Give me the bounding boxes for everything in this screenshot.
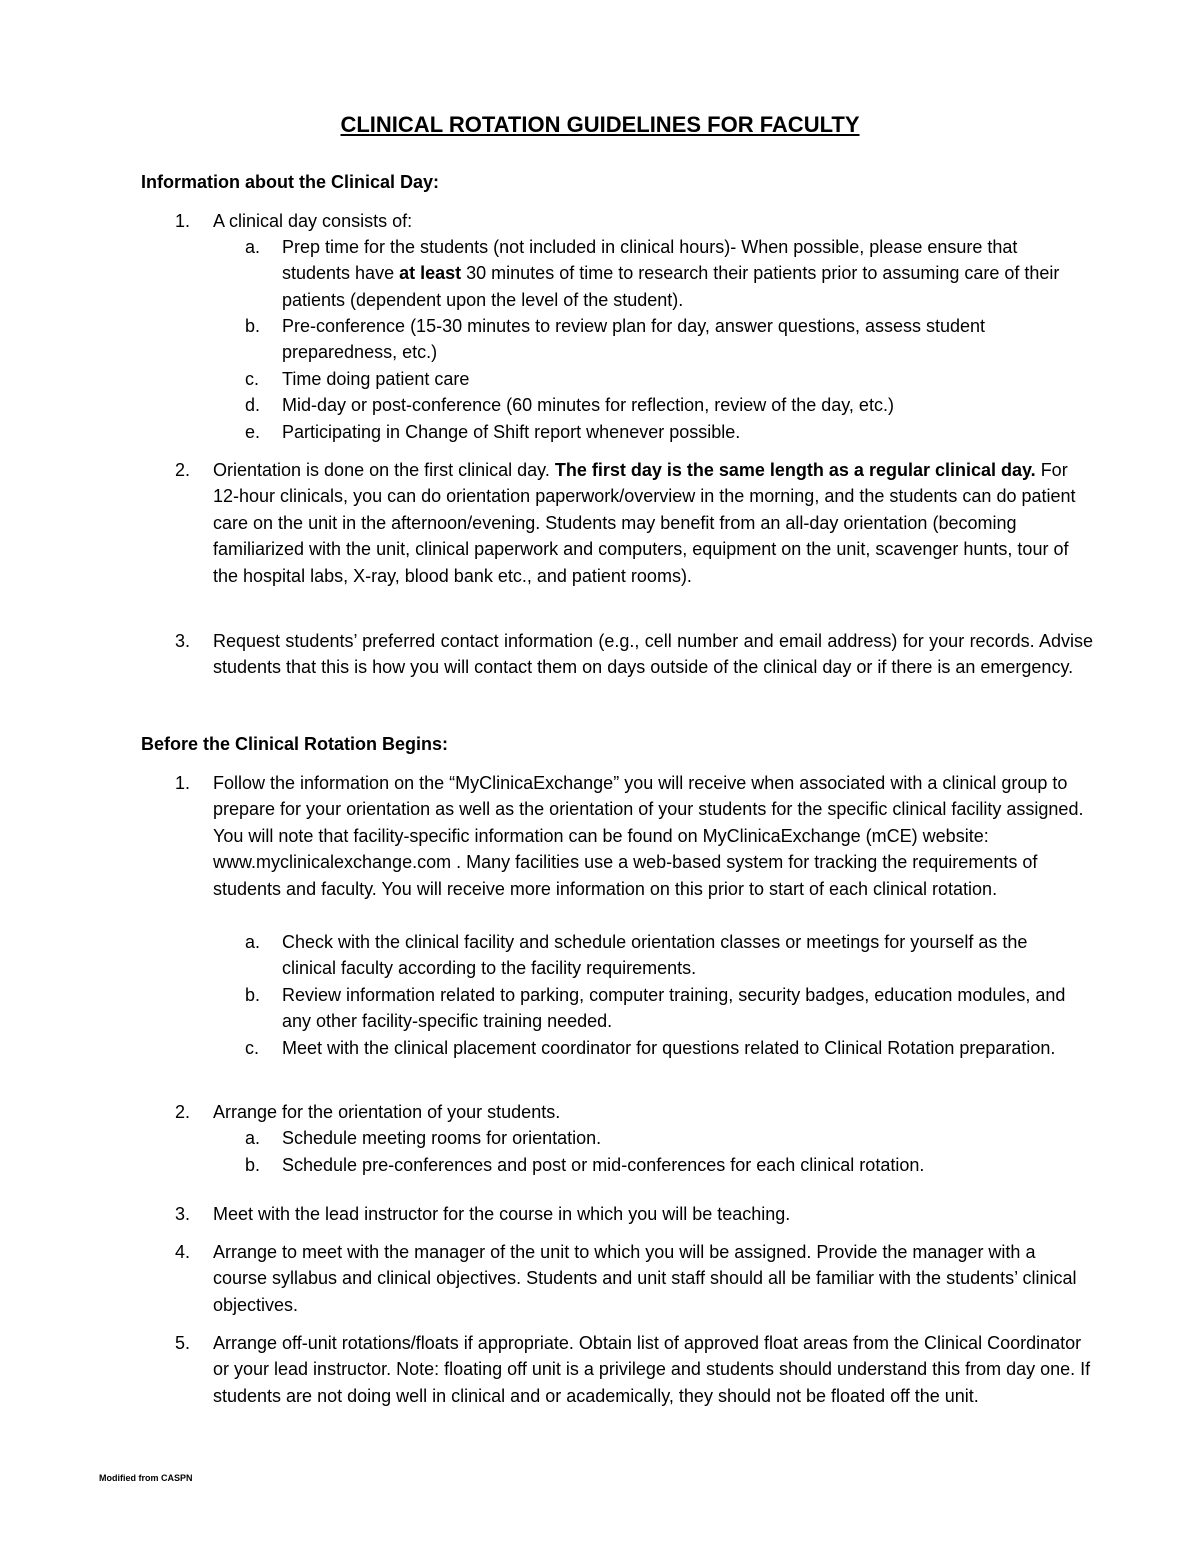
list-item-text: Request students’ preferred contact information (e.g., cell number and email address) for your records. Advise students that this is how you will contact them on days outside of the clinical day or if there is an emergency. xyxy=(213,631,1093,678)
sub-list-item xyxy=(245,313,1085,366)
sub-letter: c. xyxy=(245,369,260,389)
footer-note: Modified from CASPN xyxy=(99,1473,193,1483)
sub-item-text: Meet with the clinical placement coordinator for questions related to Clinical Rotation preparation. xyxy=(282,1038,1056,1058)
sub-letter: a. xyxy=(245,932,261,952)
sub-letter: a. xyxy=(245,237,261,257)
sub-letter: c. xyxy=(245,1038,260,1058)
sub-item-text: Review information related to parking, computer training, security badges, education modules, and any other facility-specific training needed. xyxy=(282,985,1066,1032)
sub-item-text: Time doing patient care xyxy=(282,369,470,389)
list-item-text: Arrange for the orientation of your students. xyxy=(213,1102,561,1122)
list-number: 2. xyxy=(175,1102,191,1122)
list-number: 3. xyxy=(175,631,191,651)
list-item-text: Follow the information on the “MyClinicaExchange” you will receive when associated with a clinical group to prepare for your orientation as well as the orientation of your students for the specific clinical facility assigned. You will note that facility-specific information can be found on MyClinicaExchange (mCE) website: www.myclinicalexchange.com . Many facilities use a web-based system for tracking the requirements of students and faculty. You will receive more information on this prior to start of each clinical rotation. xyxy=(213,773,1084,899)
list-item xyxy=(141,1201,1141,1227)
sub-list-item xyxy=(245,234,1085,313)
sub-item-text: Prep time for the students (not included in clinical hours)- When possible, please ensure that students have at least 30 minutes of time to research their patients prior to assuming care of their patients (dependent upon the level of the student). xyxy=(282,237,1060,310)
sub-item-text: Schedule pre-conferences and post or mid-conferences for each clinical rotation. xyxy=(282,1155,925,1175)
list-item xyxy=(141,1330,1141,1409)
sub-letter: b. xyxy=(245,1155,261,1175)
list-item-text: A clinical day consists of: xyxy=(213,211,413,231)
list-item-text: Arrange off-unit rotations/floats if appropriate. Obtain list of approved float areas from the Clinical Coordinator or your lead instructor. Note: floating off unit is a privilege and students should understand this from day one. If students are not doing well in clinical and or academically, they should not be floated off the unit. xyxy=(213,1333,1091,1406)
list-item xyxy=(141,628,1141,681)
sub-item-text: Participating in Change of Shift report whenever possible. xyxy=(282,422,741,442)
list-item xyxy=(141,1239,1141,1318)
sub-letter: a. xyxy=(245,1128,261,1148)
list-number: 1. xyxy=(175,773,191,793)
sub-list-item xyxy=(245,1125,1085,1151)
list-item xyxy=(141,457,1141,589)
sub-list-item xyxy=(245,982,1085,1035)
list-item-text: Orientation is done on the first clinical day. The first day is the same length as a regular clinical day. For 12-hour clinicals, you can do orientation paperwork/overview in the morning, and the students can do patient care on the unit in the afternoon/evening. Students may benefit from an all-day orientation (becoming familiarized with the unit, clinical paperwork and computers, equipment on the unit, scavenger hunts, tour of the hospital labs, X-ray, blood bank etc., and patient rooms). xyxy=(213,460,1076,586)
page-title: CLINICAL ROTATION GUIDELINES FOR FACULTY xyxy=(340,112,860,137)
sub-item-text: Check with the clinical facility and schedule orientation classes or meetings for yourself as the clinical faculty according to the facility requirements. xyxy=(282,932,1028,979)
section-heading-before-rotation: Before the Clinical Rotation Begins: xyxy=(141,734,449,754)
sub-letter: b. xyxy=(245,985,261,1005)
sub-letter: d. xyxy=(245,395,261,415)
list-number: 4. xyxy=(175,1242,191,1262)
sub-letter: b. xyxy=(245,316,261,336)
list-item-text: Arrange to meet with the manager of the unit to which you will be assigned. Provide the manager with a course syllabus and clinical objectives. Students and unit staff should all be familiar with the students’ clinical objectives. xyxy=(213,1242,1077,1315)
list-item xyxy=(141,770,1141,902)
list-number: 5. xyxy=(175,1333,191,1353)
sub-letter: e. xyxy=(245,422,261,442)
sub-item-text: Schedule meeting rooms for orientation. xyxy=(282,1128,602,1148)
sub-list-item xyxy=(245,419,1085,445)
section-heading-clinical-day: Information about the Clinical Day: xyxy=(141,172,440,192)
list-number: 3. xyxy=(175,1204,191,1224)
sub-item-text: Pre-conference (15-30 minutes to review plan for day, answer questions, assess student preparedness, etc.) xyxy=(282,316,986,363)
sub-list-item xyxy=(245,366,1085,392)
sub-list-item xyxy=(245,929,1085,982)
list-item xyxy=(141,1099,1141,1125)
sub-list-item xyxy=(245,1152,1085,1178)
list-number: 2. xyxy=(175,460,191,480)
sub-list-item xyxy=(245,392,1085,418)
sub-list-item xyxy=(245,1035,1085,1061)
list-number: 1. xyxy=(175,211,191,231)
list-item xyxy=(141,208,1141,234)
list-item-text: Meet with the lead instructor for the course in which you will be teaching. xyxy=(213,1204,791,1224)
sub-item-text: Mid-day or post-conference (60 minutes for reflection, review of the day, etc.) xyxy=(282,395,894,415)
